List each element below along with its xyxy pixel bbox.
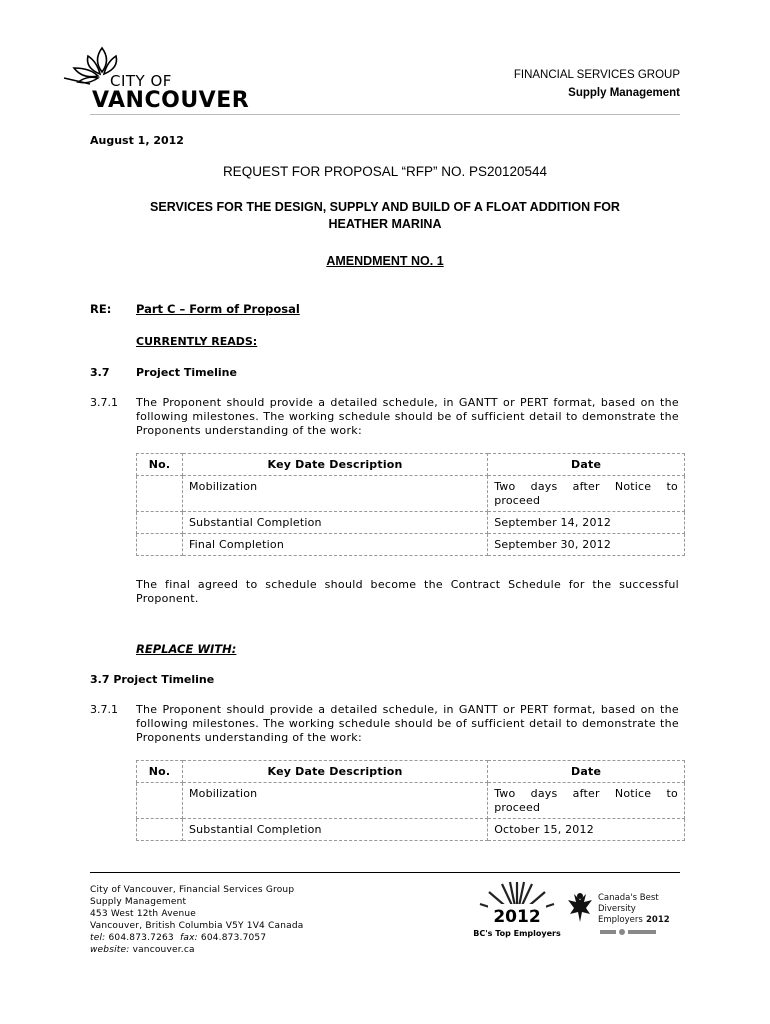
date-word: Two: [494, 787, 516, 800]
col-header-no: No.: [137, 454, 183, 476]
cell-no: [137, 783, 183, 819]
section-title: Project Timeline: [136, 366, 237, 379]
schedule-note: The final agreed to schedule should become the Contract Schedule for the successful Proponent.: [136, 578, 679, 605]
key-dates-table-replacement: [136, 760, 685, 841]
cell-description: Substantial Completion: [182, 512, 487, 534]
flower-icon: [64, 48, 117, 84]
cd-year: 2012: [646, 915, 670, 925]
footer-line: Supply Management: [90, 897, 187, 907]
col-header-date: Date: [488, 761, 685, 783]
footer-divider: [90, 872, 680, 873]
table-row: [137, 512, 685, 534]
bc-year: 2012: [493, 907, 541, 927]
web-label: website:: [90, 945, 130, 955]
cell-description: Mobilization: [182, 476, 487, 512]
replace-subsection-number: 3.7.1: [90, 703, 118, 716]
header-department: [514, 66, 680, 102]
header-dept: Supply Management: [568, 87, 680, 99]
maple-figure-icon: [568, 893, 592, 922]
date-word: Notice: [614, 480, 652, 493]
cell-no: [137, 819, 183, 841]
canadas-best-diversity-employers-badge: [566, 888, 686, 946]
subtitle-line-2: HEATHER MARINA: [328, 217, 442, 231]
tel-label: tel:: [90, 933, 106, 943]
table-header-row: [137, 454, 685, 476]
fax-label: fax:: [179, 933, 198, 943]
cd-line2: Diversity: [598, 904, 636, 914]
footer-line: 453 West 12th Avenue: [90, 909, 197, 919]
key-dates-table-current: [136, 453, 685, 556]
table-row: [137, 783, 685, 819]
col-header-no: No.: [137, 761, 183, 783]
header-divider: [90, 114, 680, 115]
footer-line: Vancouver, British Columbia V5Y 1V4 Canada: [90, 921, 304, 931]
cell-description: Substantial Completion: [182, 819, 487, 841]
cell-date: September 14, 2012: [488, 512, 685, 534]
sponsor-logo-icon: [600, 929, 656, 935]
cd-line3: Employers: [598, 915, 643, 925]
date-word: to: [666, 787, 678, 800]
bc-top-employers-badge: [472, 878, 562, 940]
section-number: 3.7: [90, 366, 110, 379]
footer-line: City of Vancouver, Financial Services Group: [90, 885, 295, 895]
document-title: REQUEST FOR PROPOSAL “RFP” NO. PS20120544: [222, 164, 548, 179]
currently-reads-heading: CURRENTLY READS:: [136, 335, 258, 348]
re-label: RE:: [90, 302, 112, 316]
date-words: [494, 787, 678, 801]
date-word: after: [572, 787, 600, 800]
date-word: to: [666, 480, 678, 493]
cell-date: September 30, 2012: [488, 534, 685, 556]
subsection-text: The Proponent should provide a detailed schedule, in GANTT or PERT format, based on the following milestones. The working schedule should be of sufficient detail to demonstrate the Proponents understanding of the work:: [136, 396, 679, 437]
date-line-2: proceed: [494, 494, 541, 507]
cell-no: [137, 476, 183, 512]
logo-city-of: CITY OF: [110, 72, 172, 90]
subsection-number: 3.7.1: [90, 396, 118, 409]
cell-date: [488, 783, 685, 819]
table-row: [137, 819, 685, 841]
tel-value: 604.873.7263: [108, 933, 174, 943]
fax-value: 604.873.7057: [200, 933, 267, 943]
col-header-description: Key Date Description: [182, 761, 487, 783]
col-header-description: Key Date Description: [182, 454, 487, 476]
date-word: Notice: [614, 787, 652, 800]
table-header-row: [137, 761, 685, 783]
cell-no: [137, 512, 183, 534]
header-group: FINANCIAL SERVICES GROUP: [513, 69, 680, 81]
date-word: after: [572, 480, 600, 493]
replace-with-heading: REPLACE WITH:: [136, 642, 237, 656]
date-word: Two: [494, 480, 516, 493]
table-row: [137, 534, 685, 556]
web-value: vancouver.ca: [132, 945, 195, 955]
table-row: [137, 476, 685, 512]
cell-date: [488, 476, 685, 512]
date-line-2: proceed: [494, 801, 541, 814]
document-date: August 1, 2012: [90, 134, 184, 147]
date-word: days: [530, 787, 558, 800]
document-subtitle: [90, 199, 680, 233]
replace-subsection-text: The Proponent should provide a detailed schedule, in GANTT or PERT format, based on the following milestones. The working schedule should be of sufficient detail to demonstrate the Proponents understanding of the work:: [136, 703, 679, 744]
col-header-date: Date: [488, 454, 685, 476]
bc-text: BC's Top Employers: [473, 929, 561, 938]
cell-description: Final Completion: [182, 534, 487, 556]
re-text: Part C – Form of Proposal: [136, 302, 300, 316]
cell-description: Mobilization: [182, 783, 487, 819]
replace-section-title: 3.7 Project Timeline: [90, 673, 215, 686]
logo-vancouver: VANCOUVER: [92, 88, 250, 113]
cell-no: [137, 534, 183, 556]
cd-line1: Canada's Best: [598, 893, 659, 903]
amendment-number: AMENDMENT NO. 1: [326, 254, 444, 268]
subtitle-line-1: SERVICES FOR THE DESIGN, SUPPLY AND BUILD OF A FLOAT ADDITION FOR: [150, 200, 620, 214]
footer-contact: [90, 932, 304, 944]
footer-web: [90, 944, 304, 956]
footer-address: [90, 884, 304, 956]
date-word: days: [530, 480, 558, 493]
date-words: [494, 480, 678, 494]
cell-date: October 15, 2012: [488, 819, 685, 841]
